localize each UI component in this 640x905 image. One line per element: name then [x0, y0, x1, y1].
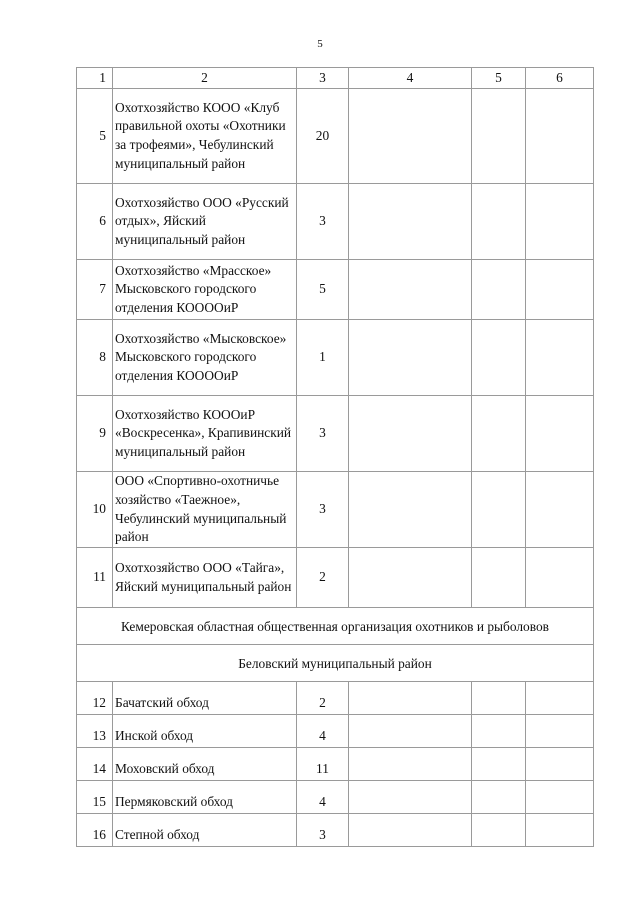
row-number: 12 — [77, 682, 113, 715]
empty-cell — [472, 472, 526, 548]
empty-cell — [349, 184, 472, 260]
empty-cell — [526, 320, 594, 396]
row-count: 5 — [297, 260, 349, 320]
empty-cell — [526, 396, 594, 472]
empty-cell — [526, 260, 594, 320]
row-name: ООО «Спортивно-охотничье хозяйство «Таежное», Чебулинский муниципальный район — [113, 472, 297, 548]
table-row — [77, 548, 594, 608]
row-name: Бачатский обход — [113, 682, 297, 715]
row-number: 5 — [77, 89, 113, 184]
table-row — [77, 184, 594, 260]
table-row — [77, 260, 594, 320]
row-name: Охотхозяйство КОООиР «Воскресенка», Крапивинский муниципальный район — [113, 396, 297, 472]
empty-cell — [349, 548, 472, 608]
empty-cell — [526, 89, 594, 184]
table-row — [77, 781, 594, 814]
row-count: 2 — [297, 548, 349, 608]
empty-cell — [349, 814, 472, 847]
empty-cell — [349, 89, 472, 184]
empty-cell — [526, 472, 594, 548]
row-name: Охотхозяйство «Мысковское» Мысковского городского отделения КООООиР — [113, 320, 297, 396]
empty-cell — [472, 748, 526, 781]
row-name: Охотхозяйство ООО «Русский отдых», Яйский муниципальный район — [113, 184, 297, 260]
row-count: 11 — [297, 748, 349, 781]
row-count: 4 — [297, 715, 349, 748]
hunting-grounds-table — [76, 67, 594, 847]
row-number: 8 — [77, 320, 113, 396]
header-col-3: 3 — [297, 68, 349, 89]
row-count: 1 — [297, 320, 349, 396]
empty-cell — [472, 682, 526, 715]
empty-cell — [472, 89, 526, 184]
empty-cell — [349, 260, 472, 320]
row-number: 9 — [77, 396, 113, 472]
empty-cell — [526, 715, 594, 748]
header-col-2: 2 — [113, 68, 297, 89]
row-count: 3 — [297, 184, 349, 260]
empty-cell — [472, 184, 526, 260]
row-name: Моховский обход — [113, 748, 297, 781]
empty-cell — [472, 320, 526, 396]
row-count: 3 — [297, 396, 349, 472]
row-name: Охотхозяйство «Мрасское» Мысковского городского отделения КООООиР — [113, 260, 297, 320]
row-name: Инской обход — [113, 715, 297, 748]
table-row — [77, 715, 594, 748]
empty-cell — [526, 748, 594, 781]
row-number: 7 — [77, 260, 113, 320]
row-count: 2 — [297, 682, 349, 715]
row-number: 15 — [77, 781, 113, 814]
empty-cell — [349, 781, 472, 814]
empty-cell — [526, 548, 594, 608]
section-row-organization — [77, 608, 594, 645]
empty-cell — [472, 715, 526, 748]
empty-cell — [472, 260, 526, 320]
row-number: 14 — [77, 748, 113, 781]
row-count: 3 — [297, 472, 349, 548]
empty-cell — [472, 396, 526, 472]
empty-cell — [349, 472, 472, 548]
table-row — [77, 320, 594, 396]
empty-cell — [349, 715, 472, 748]
row-number: 16 — [77, 814, 113, 847]
empty-cell — [526, 781, 594, 814]
header-col-1: 1 — [77, 68, 113, 89]
row-count: 20 — [297, 89, 349, 184]
row-number: 10 — [77, 472, 113, 548]
table-row — [77, 89, 594, 184]
header-col-4: 4 — [349, 68, 472, 89]
table-row — [77, 814, 594, 847]
row-name: Пермяковский обход — [113, 781, 297, 814]
row-number: 11 — [77, 548, 113, 608]
empty-cell — [526, 814, 594, 847]
table-header-row — [77, 68, 594, 89]
table-row — [77, 682, 594, 715]
table-row — [77, 748, 594, 781]
row-number: 6 — [77, 184, 113, 260]
empty-cell — [349, 682, 472, 715]
row-name: Степной обход — [113, 814, 297, 847]
row-name: Охотхозяйство КООО «Клуб правильной охоты «Охотники за трофеями», Чебулинский муниципальный район — [113, 89, 297, 184]
row-count: 3 — [297, 814, 349, 847]
empty-cell — [349, 748, 472, 781]
header-col-5: 5 — [472, 68, 526, 89]
row-count: 4 — [297, 781, 349, 814]
empty-cell — [526, 682, 594, 715]
empty-cell — [472, 548, 526, 608]
row-name: Охотхозяйство ООО «Тайга», Яйский муниципальный район — [113, 548, 297, 608]
empty-cell — [349, 396, 472, 472]
table-row — [77, 472, 594, 548]
table-row — [77, 396, 594, 472]
empty-cell — [472, 814, 526, 847]
empty-cell — [526, 184, 594, 260]
organization-title: Кемеровская областная общественная организация охотников и рыболовов — [77, 608, 594, 645]
empty-cell — [472, 781, 526, 814]
section-row-district — [77, 645, 594, 682]
page-number: 5 — [317, 38, 323, 50]
district-title: Беловский муниципальный район — [77, 645, 594, 682]
row-number: 13 — [77, 715, 113, 748]
header-col-6: 6 — [526, 68, 594, 89]
empty-cell — [349, 320, 472, 396]
